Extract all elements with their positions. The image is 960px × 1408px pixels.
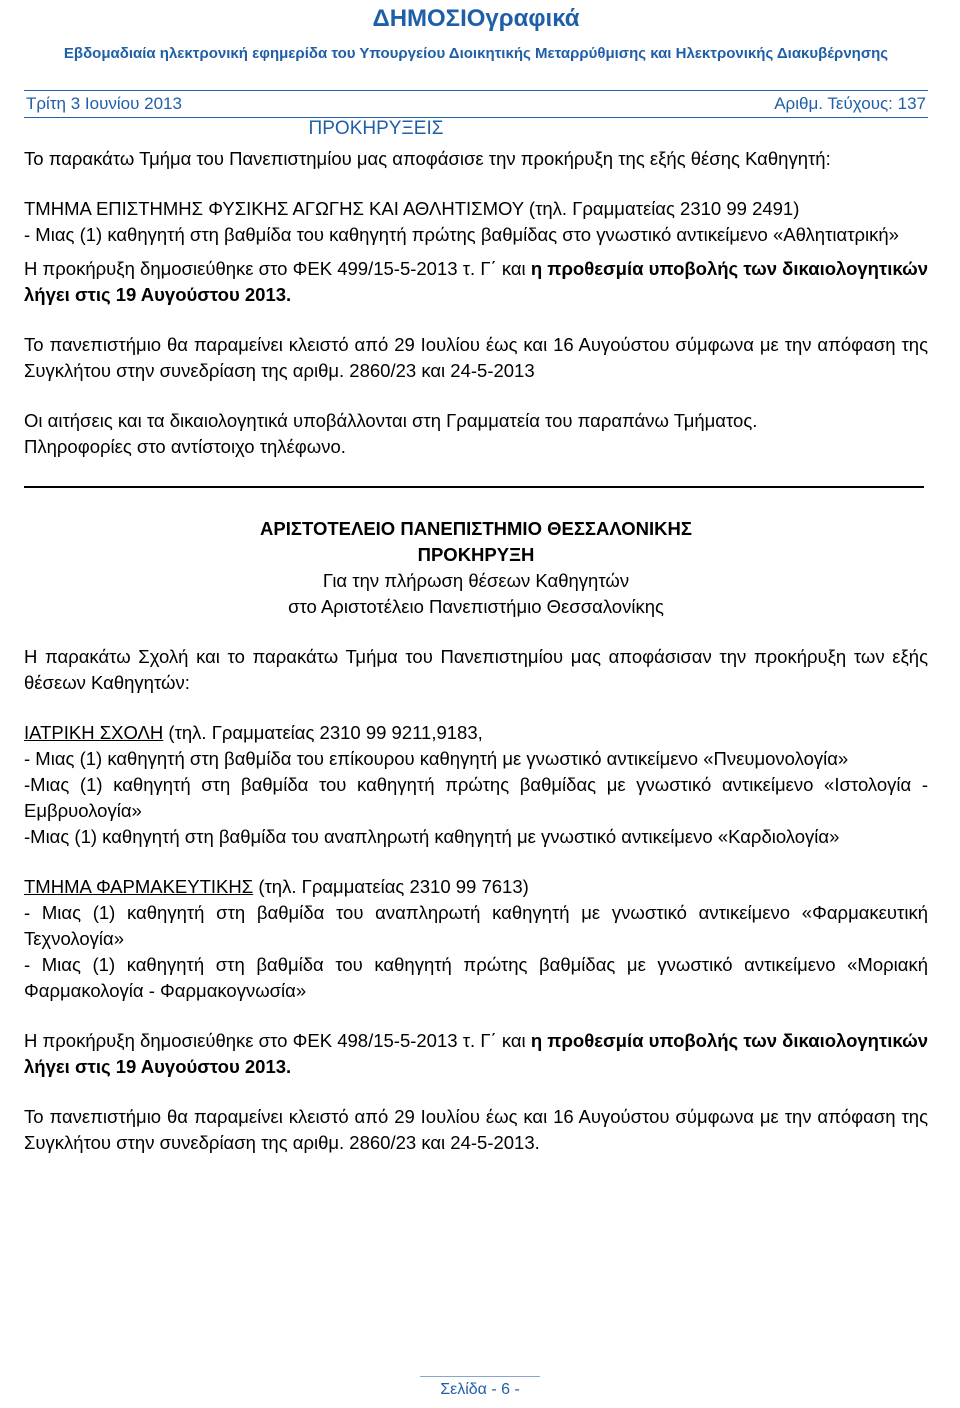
first-deadline: η προθεσμία υποβολής των δικαιολογητικών λήγει στις 19 Αυγούστου 2013. — [24, 258, 928, 305]
separator-rule — [24, 486, 924, 488]
school1-tel: (τηλ. Γραμματείας 2310 99 9211,9183, — [163, 722, 483, 743]
school2-tel: (τηλ. Γραμματείας 2310 99 7613) — [253, 876, 529, 897]
first-published-text: Η προκήρυξη δημοσιεύθηκε στο ΦΕΚ 499/15-5-2013 τ. Γ΄ και — [24, 258, 531, 279]
first-position: - Μιας (1) καθηγητή στη βαθμίδα του καθηγητή πρώτης βαθμίδας στο γνωστικό αντικείμενο «Αθλητιατρική» — [24, 224, 899, 245]
first-submission-line1: Οι αιτήσεις και τα δικαιολογητικά υποβάλλονται στη Γραμματεία του παραπάνω Τμήματος. — [24, 410, 758, 431]
university-name: ΑΡΙΣΤΟΤΕΛΕΙΟ ΠΑΝΕΠΙΣΤΗΜΙΟ ΘΕΣΣΑΛΟΝΙΚΗΣ — [260, 518, 692, 539]
school1-position-1: - Μιας (1) καθηγητή στη βαθμίδα του επίκουρου καθηγητή με γνωστικό αντικείμενο «Πνευμονολογία» — [24, 748, 849, 769]
announcement-subtitle-2: στο Αριστοτέλειο Πανεπιστήμιο Θεσσαλονίκης — [288, 596, 664, 617]
school1-name: ΙΑΤΡΙΚΗ ΣΧΟΛΗ — [24, 722, 164, 743]
masthead-subtitle: Εβδομαδιαία ηλεκτρονική εφημερίδα του Υπουργείου Διοικητικής Μεταρρύθμισης και Ηλεκτρονικής Διακυβέρνησης — [63, 45, 889, 62]
first-closure-note: Το πανεπιστήμιο θα παραμείνει κλειστό από 29 Ιουλίου έως και 16 Αυγούστου σύμφωνα με την απόφαση της Συγκλήτου στην συνεδρίαση της αριθμ. 2860/23 και 24-5-2013 — [24, 334, 928, 381]
issue-number: Αριθμ. Τεύχους: 137 — [774, 94, 926, 113]
masthead-title: ΔΗΜΟΣΙΟγραφικά — [372, 5, 580, 32]
second-intro: Η παρακάτω Σχολή και το παρακάτω Τμήμα του Πανεπιστημίου μας αποφάσισαν την προκήρυξη των εξής θέσεων Καθηγητών: — [24, 646, 928, 693]
school1-heading — [24, 720, 928, 746]
footer-rule — [420, 1376, 540, 1377]
second-header — [24, 516, 928, 620]
newsletter-page — [24, 0, 928, 1156]
school2-heading — [24, 874, 928, 900]
school1-position-2: -Μιας (1) καθηγητή στη βαθμίδα του καθηγητή πρώτης βαθμίδας με γνωστικό αντικείμενο «Ιστολογία - Εμβρυολογία» — [24, 774, 928, 821]
first-submission-line2: Πληροφορίες στο αντίστοιχο τηλέφωνο. — [24, 436, 346, 457]
page-number: Σελίδα - 6 - — [440, 1381, 520, 1398]
first-department: ΤΜΗΜΑ ΕΠΙΣΤΗΜΗΣ ΦΥΣΙΚΗΣ ΑΓΩΓΗΣ ΚΑΙ ΑΘΛΗΤΙΣΜΟΥ (τηλ. Γραμματείας 2310 99 2491) — [24, 198, 800, 219]
second-published-text: Η προκήρυξη δημοσιεύθηκε στο ΦΕΚ 498/15-5-2013 τ. Γ΄ και — [24, 1030, 531, 1051]
issue-bar — [24, 90, 928, 118]
school2-position-2: - Μιας (1) καθηγητή στη βαθμίδα του καθηγητή πρώτης βαθμίδας με γνωστικό αντικείμενο «Μοριακή Φαρμακολογία - Φαρμακογνωσία» — [24, 954, 928, 1001]
issue-date: Τρίτη 3 Ιουνίου 2013 — [26, 94, 182, 113]
second-publication — [24, 1028, 928, 1080]
first-intro: Το παρακάτω Τμήμα του Πανεπιστημίου μας αποφάσισε την προκήρυξη της εξής θέσης Καθηγητή: — [24, 148, 831, 169]
second-deadline: η προθεσμία υποβολής των δικαιολογητικών λήγει στις 19 Αυγούστου 2013. — [24, 1030, 928, 1077]
second-closure-note: Το πανεπιστήμιο θα παραμείνει κλειστό από 29 Ιουλίου έως και 16 Αυγούστου σύμφωνα με την απόφαση της Συγκλήτου στην συνεδρίαση της αριθμ. 2860/23 και 24-5-2013. — [24, 1106, 928, 1153]
section-title: ΠΡΟΚΗΡΥΞΕΙΣ — [308, 118, 444, 139]
announcement-heading: ΠΡΟΚΗΡΥΞΗ — [417, 544, 535, 565]
school2-name: ΤΜΗΜΑ ΦΑΡΜΑΚΕΥΤΙΚΗΣ — [24, 876, 254, 897]
announcement-second — [24, 516, 928, 1156]
school2-position-1: - Μιας (1) καθηγητή στη βαθμίδα του αναπληρωτή καθηγητή με γνωστικό αντικείμενο «Φαρμακευτική Τεχνολογία» — [24, 902, 928, 949]
announcement-first — [24, 146, 928, 460]
school1-position-3: -Μιας (1) καθηγητή στη βαθμίδα του αναπληρωτή καθηγητή με γνωστικό αντικείμενο «Καρδιολογία» — [24, 826, 840, 847]
first-publication — [24, 256, 928, 308]
announcement-subtitle-1: Για την πλήρωση θέσεων Καθηγητών — [322, 570, 630, 591]
